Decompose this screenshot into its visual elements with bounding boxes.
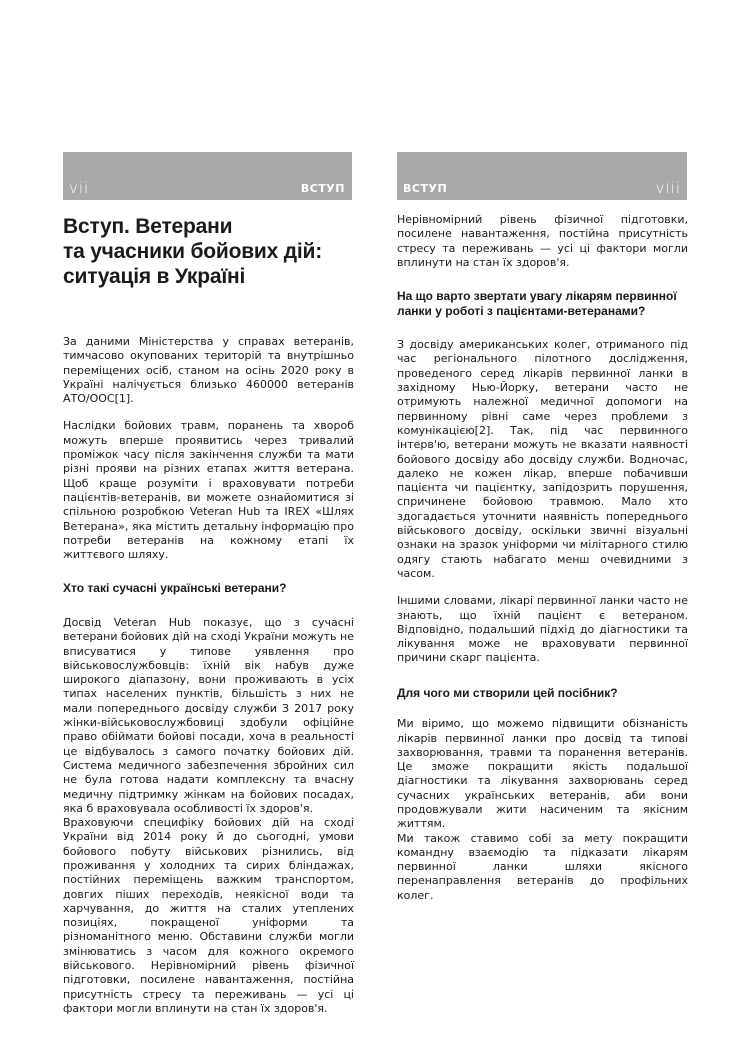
section-heading: На що варто звертати увагу лікарям первинної ланки у роботі з пацієнтами-ветеранами? (397, 289, 677, 318)
paragraph: Іншими словами, лікарі первинної ланки часто не знають, що їхній пацієнт є ветераном. Відповідно, подальший підхід до діагностики та лікування може не враховувати первинної причини скарг пацієнта. (397, 594, 688, 665)
page-header-right (397, 152, 687, 200)
section-label: ВСТУП (300, 182, 345, 195)
section-heading: Для чого ми створили цей посібник? (397, 685, 618, 700)
page-number: vii (69, 179, 90, 197)
right-column (397, 213, 688, 903)
page-number: viii (655, 179, 681, 197)
title-line: та учасники бойових дій: (63, 240, 323, 263)
section-heading: Хто такі сучасні українські ветерани? (63, 581, 287, 596)
page-title (63, 214, 354, 289)
left-column (63, 214, 354, 1016)
paragraph: Нерівномірний рівень фізичної підготовки, посилене навантаження, постійна присутність стресу та переживань — усі ці фактори могли вплинути на стан їх здоров'я. (397, 213, 688, 269)
page-header-left (63, 152, 352, 200)
paragraph: Наслідки бойових травм, поранень та хвороб можуть вперше проявитись через тривалий проміжок часу після закінчення служби та мати різні прояви на різних етапах життя ветерана. Щоб краще розуміти і враховувати потреби пацієнтів-ветеранів, ви можете ознайомитися зі спільною розробкою Veteran Hub та IREX «Шлях Ветерана», яка містить детальну інформацію про потреби ветеранів на кожному етапі їх життєвого шляху. (63, 419, 354, 562)
paragraph: За даними Міністерства у справах ветеранів, тимчасово окупованих територій та внутрішньо переміщених осіб, станом на осінь 2020 року в Україні налічується близько 460000 ветеранів АТО/ООС[1]. (63, 335, 354, 406)
title-line: ситуація в Україні (63, 265, 246, 288)
paragraph: Ми також ставимо собі за мету покращити командну взаємодію та підказати лікарям первинної ланки шляхи якісного перенаправлення ветеранів до профільних колег. (397, 831, 688, 902)
section-label: ВСТУП (403, 182, 448, 195)
paragraph: Ми віримо, що можемо підвищити обізнаність лікарів первинної ланки про досвід та типові захворювання, травми та поранення ветеранів. Це зможе покращити якість подальшої діагностики та лікування захворювань серед сучасних українських ветеранів, аби вони продовжували жити насиченим та якісним життям. (397, 717, 688, 831)
paragraph: Враховуючи специфіку бойових дій на сході України від 2014 року й до сьогодні, умови бойового побуту військових різнились, від проживання у холодних та сирих бліндажах, постійних переміщень важким транспортом, довгих піших переходів, неякісної води та харчування, до життя на сталих утеплених позиціях, покращеної уніформи та різноманітного меню. Обставини служби могли змінюватись з часом для кожного окремого військового. Нерівномірний рівень фізичної підготовки, посилене навантаження, постійна присутність стресу та переживань — усі ці фактори могли вплинути на стан їх здоров'я. (63, 816, 354, 1015)
paragraph: Досвід Veteran Hub показує, що з сучасні ветерани бойових дій на сході України можуть не вписуватися у типове уявлення про військовослужбовців: їхній вік набув дуже широкого діапазону, вони проживають в усіх типах населених пунктів, більшість з них не мали попереднього досвіду служби З 2017 року жінки-військовослужбовиці здобули офіційне право обіймати бойові посади, хоча в реальності це відбувалось з самого початку бойових дій. Система медичного забезпечення збройних сил не була готова надати комплексну та вчасну медичну підтримку жінкам на бойових посадах, яка б враховувала особливості їх здоров'я. (63, 615, 354, 815)
title-line: Вступ. Ветерани (63, 215, 233, 238)
paragraph: З досвіду американських колег, отриманого під час регіонального пілотного дослідження, проведеного серед лікарів первинної ланки в західному Нью-Йорку, ветерани часто не отримують належної медичної допомоги на первинному рівні саме через проблеми з комунікацією[2]. Так, під час первинного інтерв'ю, ветерани можуть не вказати наявності бойового досвіду або досвіду служби. Водночас, далеко не кожен лікар, вперше побачивши пацієнта чи пацієнтку, запідозрить порушення, спричинене бойовою травмою. Мало хто здогадається уточнити наявність попереднього військового досвіду, оскільки звичні візуальні ознаки на зразок уніформи чи мілітарного стилю одягу стають набагато менш очевидними з часом. (397, 338, 688, 580)
